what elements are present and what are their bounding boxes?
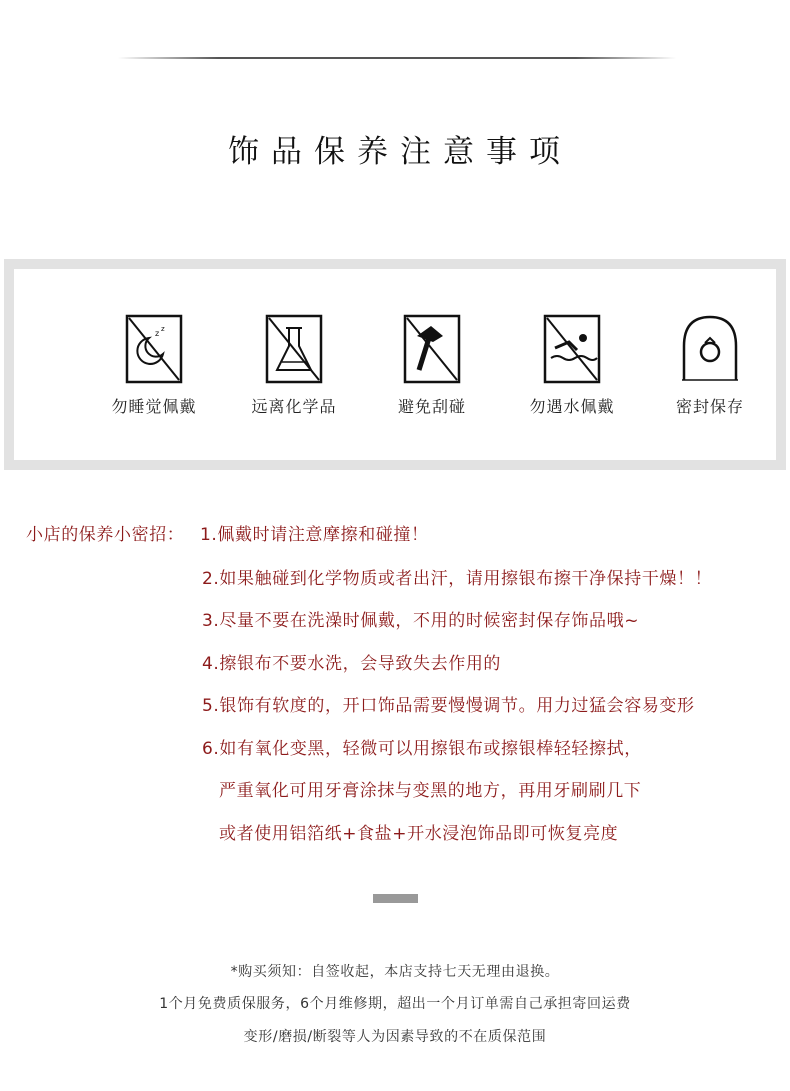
no-chemicals-icon: [265, 314, 323, 384]
care-label-no-water: 勿遇水佩戴: [529, 397, 615, 416]
care-item-no-chemicals: [234, 314, 354, 417]
care-icons-panel-inner: [14, 269, 776, 460]
care-label-no-chemicals: 远离化学品: [251, 397, 337, 416]
tip-line-1: 1.佩戴时请注意摩擦和碰撞！: [200, 525, 429, 545]
tips-lead: 小店的保养小密招：: [26, 525, 185, 545]
page-title: 饰品保养注意事项: [228, 134, 572, 170]
notice-line-3: 变形/磨损/断裂等人为因素导致的不在质保范围: [243, 1029, 547, 1045]
section-divider-bar: [373, 894, 418, 903]
notice-line-1: *购买须知：自签收起，本店支持七天无理由退换。: [230, 964, 560, 980]
care-item-sealed: [650, 314, 770, 417]
no-swimming-icon: [543, 314, 601, 384]
tip-line-3: 3.尽量不要在洗澡时佩戴，不用的时候密封保存饰品哦~: [202, 611, 640, 631]
care-label-no-sleep: 勿睡觉佩戴: [111, 397, 197, 416]
svg-text:z: z: [155, 329, 160, 338]
svg-text:z: z: [161, 325, 165, 333]
care-item-no-sleep: [94, 314, 214, 417]
no-sleep-icon: [125, 314, 183, 384]
no-hammer-icon: [403, 314, 461, 384]
tip-line-5: 5.银饰有软度的，开口饰品需要慢慢调节。用力过猛会容易变形: [202, 696, 695, 716]
tip-line-2: 2.如果触碰到化学物质或者出汗，请用擦银布擦干净保持干燥！！: [202, 569, 713, 589]
tip-line-7: 严重氧化可用牙膏涂抹与变黑的地方，再用牙刷刷几下: [219, 781, 642, 801]
sealed-bag-icon: [681, 314, 739, 384]
notice-line-2: 1个月免费质保服务，6个月维修期，超出一个月订单需自己承担寄回运费: [159, 996, 631, 1012]
tip-line-4: 4.擦银布不要水洗，会导致失去作用的: [202, 654, 502, 674]
care-item-no-water: [512, 314, 632, 417]
care-label-sealed: 密封保存: [675, 397, 744, 416]
care-item-no-hammer: [372, 314, 492, 417]
care-label-no-hammer: 避免刮碰: [397, 397, 466, 416]
tip-line-8: 或者使用铝箔纸+食盐+开水浸泡饰品即可恢复亮度: [219, 824, 619, 844]
top-divider: [118, 57, 676, 59]
care-icons-panel: [4, 259, 786, 470]
tip-line-6: 6.如有氧化变黑，轻微可以用擦银布或擦银棒轻轻擦拭，: [202, 739, 642, 759]
